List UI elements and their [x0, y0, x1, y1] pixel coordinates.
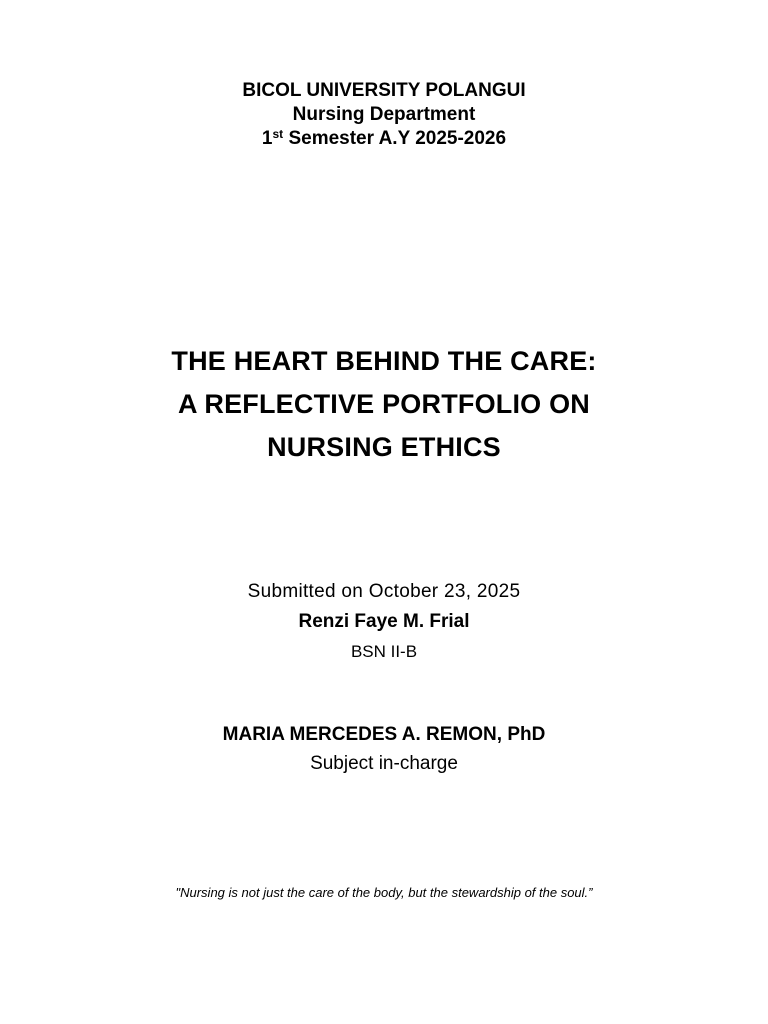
- institution-header: [0, 79, 768, 151]
- submission-date: Submitted on October 23, 2025: [247, 581, 521, 602]
- semester-text: Semester A.Y 2025-2026: [283, 128, 507, 149]
- student-section: BSN II-B: [350, 642, 418, 661]
- closing-quote: [0, 884, 768, 902]
- instructor-name: MARIA MERCEDES A. REMON, PhD: [222, 724, 546, 745]
- submission-info: [0, 577, 768, 667]
- title-line-1: THE HEART BEHIND THE CARE:: [171, 346, 597, 376]
- semester-ordinal: 1: [261, 128, 273, 149]
- instructor-role: Subject in-charge: [310, 753, 458, 774]
- department-name: Nursing Department: [292, 104, 476, 125]
- instructor-info: [0, 720, 768, 778]
- semester-line: [0, 127, 768, 151]
- title-line-3: NURSING ETHICS: [267, 432, 501, 462]
- university-name: BICOL UNIVERSITY POLANGUI: [242, 80, 526, 101]
- document-title: [0, 340, 768, 469]
- author-name: Renzi Faye M. Frial: [298, 611, 470, 632]
- semester-ordinal-suffix: st: [272, 127, 284, 141]
- title-line-2: A REFLECTIVE PORTFOLIO ON: [177, 389, 590, 419]
- quote-text: "Nursing is not just the care of the body, but the stewardship of the soul.”: [175, 885, 593, 900]
